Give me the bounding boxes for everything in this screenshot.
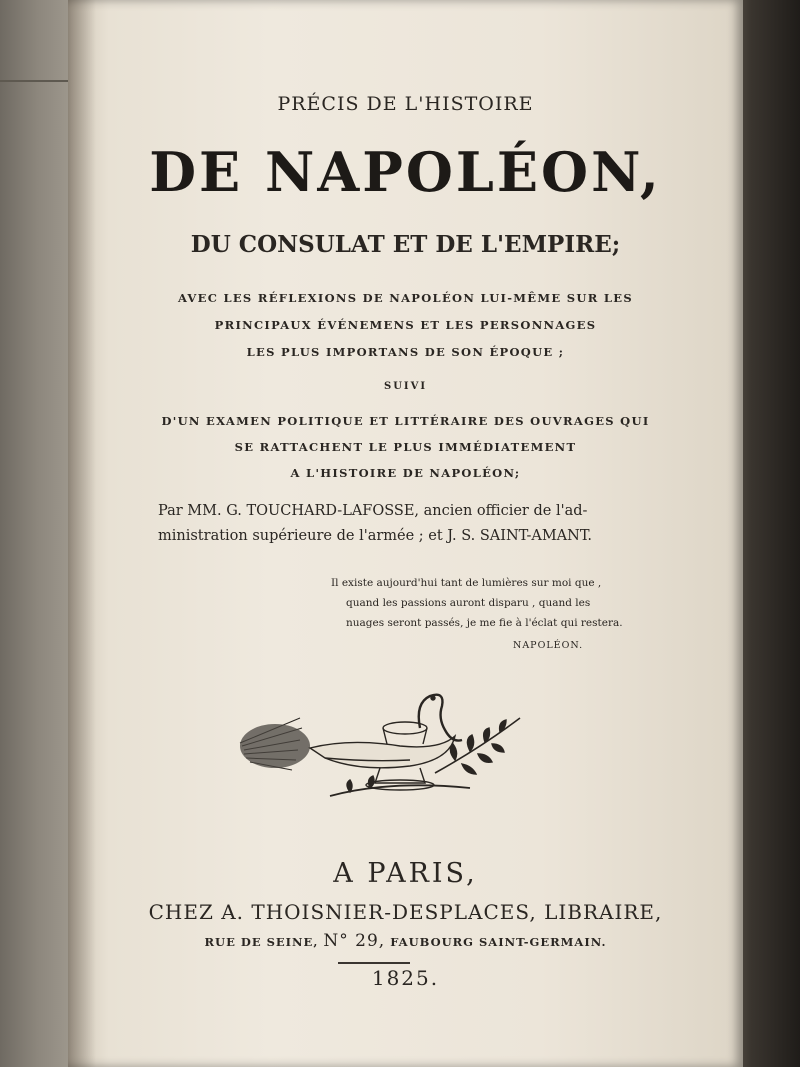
description-line: SE RATTACHENT LE PLUS IMMÉDIATEMENT	[234, 440, 577, 454]
publisher-address	[68, 931, 743, 951]
address-number: N° 29,	[323, 931, 386, 951]
main-title: DE NAPOLÉON,	[149, 140, 662, 204]
divider-rule	[338, 962, 410, 964]
author-line: ministration supérieure de l'armée ; et J. S. SAINT-AMANT.	[158, 528, 592, 544]
publisher: CHEZ A. THOISNIER-DESPLACES, LIBRAIRE,	[148, 900, 663, 924]
description-line: D'UN EXAMEN POLITIQUE ET LITTÉRAIRE DES OUVRAGES QUI	[161, 414, 650, 428]
address-street: RUE DE SEINE,	[204, 935, 319, 949]
author-line: Par MM. G. TOUCHARD-LAFOSSE, ancien officier de l'ad-	[158, 503, 588, 519]
epigraph-attribution: NAPOLÉON.	[513, 640, 584, 651]
title-page	[68, 0, 743, 1067]
lamp-serpent-vignette-icon	[230, 688, 530, 803]
pretitle: PRÉCIS DE L'HISTOIRE	[277, 93, 534, 115]
suivi-label: SUIVI	[383, 381, 428, 392]
description-line: PRINCIPAUX ÉVÉNEMENS ET LES PERSONNAGES	[214, 318, 597, 332]
address-district: FAUBOURG SAINT-GERMAIN.	[390, 935, 607, 949]
subtitle: DU CONSULAT ET DE L'EMPIRE;	[190, 231, 621, 258]
description-line: A L'HISTOIRE DE NAPOLÉON;	[290, 466, 521, 480]
description-line: LES PLUS IMPORTANS DE SON ÉPOQUE ;	[246, 345, 565, 359]
epigraph-line: Il existe aujourd'hui tant de lumières sur moi que ,	[331, 577, 602, 589]
description-line: AVEC LES RÉFLEXIONS DE NAPOLÉON LUI-MÊME SUR LES	[178, 291, 633, 305]
place-of-publication: A PARIS,	[333, 858, 478, 889]
epigraph-line: quand les passions auront disparu , quand les	[346, 597, 591, 609]
epigraph-line: nuages seront passés, je me fie à l'éclat qui restera.	[346, 617, 623, 629]
publication-year: 1825.	[371, 966, 440, 990]
